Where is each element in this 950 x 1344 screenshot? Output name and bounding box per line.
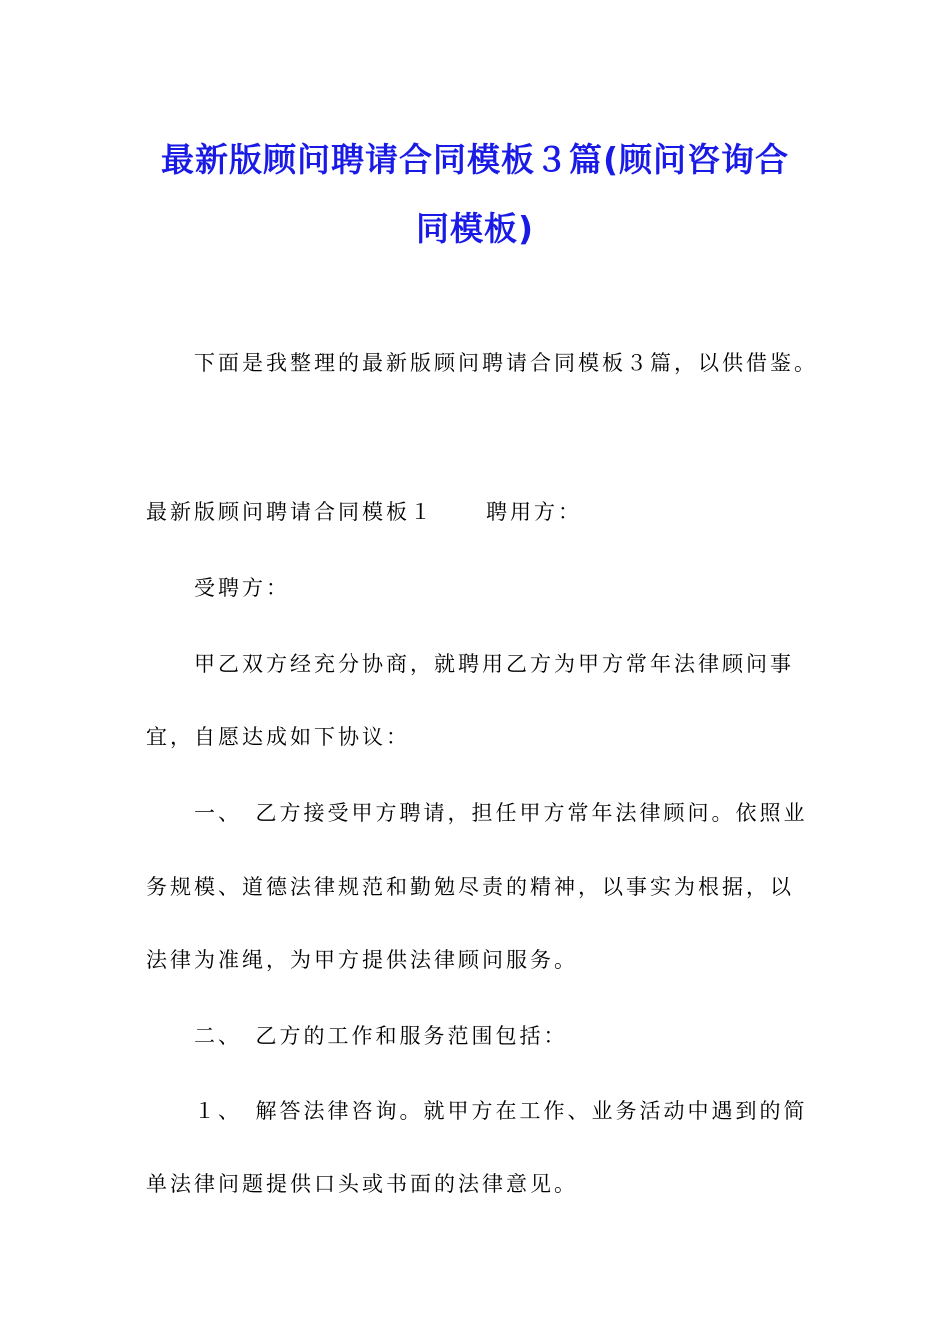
- document-title-line-1: 最新版顾问聘请合同模板３篇(顾问咨询合: [160, 140, 790, 179]
- paragraph-1-line-2: 宜，自愿达成如下协议：: [146, 725, 410, 749]
- intro-paragraph: 下面是我整理的最新版顾问聘请合同模板３篇，以供借鉴。: [194, 351, 818, 375]
- section-heading: 最新版顾问聘请合同模板１: [146, 500, 434, 524]
- paragraph-2-line-1: 一、 乙方接受甲方聘请，担任甲方常年法律顾问。依照业: [194, 801, 808, 825]
- paragraph-1-line-1: 甲乙双方经充分协商，就聘用乙方为甲方常年法律顾问事: [194, 652, 794, 676]
- employee-label: 受聘方：: [194, 576, 290, 600]
- section-heading-row: [146, 496, 582, 526]
- employer-label: 聘用方：: [486, 500, 582, 524]
- document-title-line-2: 同模板): [415, 209, 535, 248]
- paragraph-4-line-2: 单法律问题提供口头或书面的法律意见。: [146, 1172, 578, 1196]
- paragraph-3-line-1: 二、 乙方的工作和服务范围包括：: [194, 1024, 568, 1048]
- paragraph-2-line-3: 法律为准绳，为甲方提供法律顾问服务。: [146, 948, 578, 972]
- paragraph-4-line-1: １、 解答法律咨询。就甲方在工作、业务活动中遇到的简: [194, 1099, 808, 1123]
- paragraph-2-line-2: 务规模、道德法律规范和勤勉尽责的精神，以事实为根据，以: [146, 875, 794, 899]
